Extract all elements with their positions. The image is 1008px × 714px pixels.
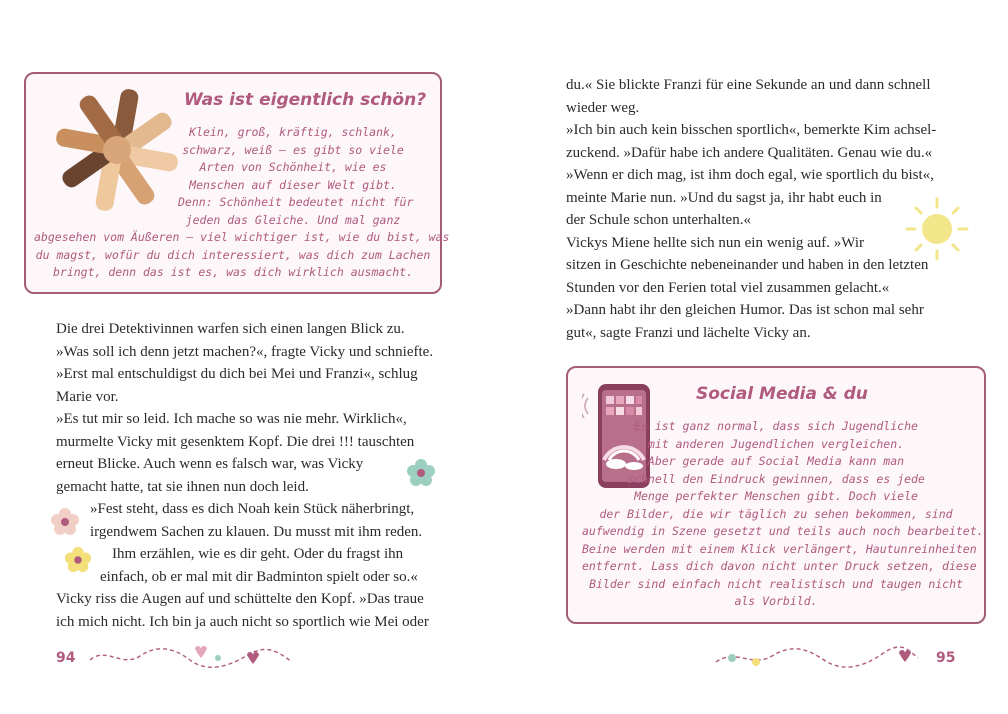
infobox-line: schwarz, weiß – es gibt so viele	[182, 142, 404, 157]
text-line: meinte Marie nun. »Und du sagst ja, ihr habt euch in	[566, 189, 882, 206]
infobox-line: Es ist ganz normal, dass sich Jugendliche	[634, 419, 918, 433]
text-line: Vickys Miene hellte sich nun ein wenig auf. »Wir	[566, 234, 865, 251]
infobox-line: Beine werden mit einem Klick verlängert, Hautunreinheiten	[582, 541, 977, 556]
text-line: Vicky riss die Augen auf und schüttelte den Kopf. »Das traue	[56, 591, 424, 607]
decorative-flourish	[86, 640, 296, 674]
text-line: »Fest steht, dass es dich Noah kein Stück näherbringt,	[90, 501, 415, 517]
infobox-line: aufwendig in Szene gesetzt und teils auch noch bearbeitet.	[582, 524, 984, 538]
infobox-line: Klein, groß, kräftig, schlank,	[189, 125, 397, 139]
text-line: murmelte Vicky mit gesenktem Kopf. Die drei !!! tauschten	[56, 433, 415, 450]
infobox-line: Aber gerade auf Social Media kann man	[647, 454, 905, 468]
text-line: gemacht hatte, tat sie ihnen nun doch leid.	[56, 478, 309, 495]
infobox-social-media	[566, 366, 986, 624]
infobox-title: Social Media & du	[696, 384, 868, 404]
body-text-left-d	[56, 588, 442, 633]
text-line: Stunden vor den Ferien total viel zusammen gelacht.«	[566, 279, 890, 296]
flower-icon	[406, 458, 436, 488]
infobox-line: Menge perfekter Menschen gibt. Doch viele	[634, 489, 918, 503]
right-page	[504, 0, 1008, 714]
stacked-hands-icon	[38, 82, 196, 212]
text-line: »Es tut mir so leid. Ich mache so was nie mehr. Wirklich«,	[56, 411, 407, 427]
text-line: »Erst mal entschuldigst du dich bei Mei und Franzi«, schlug	[56, 366, 418, 382]
text-line: Marie vor.	[56, 388, 119, 405]
infobox-line: der Bilder, die wir täglich zu sehen bekommen, sind	[599, 506, 953, 521]
text-line: du.« Sie blickte Franzi für eine Sekunde an und dann schnell	[566, 77, 931, 93]
infobox-line: bringt, denn das ist es, was dich wirklich ausmacht.	[52, 265, 414, 279]
text-line: »Wenn er dich mag, ist ihm doch egal, wie sportlich du bist«,	[566, 167, 934, 183]
body-text-left-b	[90, 498, 442, 543]
infobox-line: abgesehen vom Äußeren – viel wichtiger ist, wie du bist, was	[34, 230, 450, 244]
infobox-line: jeden das Gleiche. Und mal ganz	[185, 212, 401, 227]
text-line: einfach, ob er mal mit dir Badminton spielt oder so.«	[100, 568, 418, 585]
infobox-title: Was ist eigentlich schön?	[184, 90, 427, 110]
sun-icon	[904, 196, 970, 262]
body-text-left-a	[56, 318, 442, 498]
infobox-beauty	[24, 72, 450, 294]
text-line: Die drei Detektivinnen warfen sich einen langen Blick zu.	[56, 321, 405, 337]
infobox-line: als Vorbild.	[734, 594, 818, 608]
infobox-line: du magst, wofür du dich interessiert, was dich zum Lachen	[35, 247, 431, 262]
text-line: gut«, sagte Franzi und lächelte Vicky an.	[566, 324, 811, 341]
page-number: 95	[936, 650, 956, 666]
body-text-right-a	[566, 74, 950, 344]
flower-icon	[50, 507, 80, 537]
page-number: 94	[56, 650, 76, 666]
text-line: erneut Blicke. Auch wenn es falsch war, was Vicky	[56, 456, 364, 472]
infobox-text-upper	[178, 124, 414, 229]
text-line: sitzen in Geschichte nebeneinander und haben in den letzten	[566, 257, 929, 273]
text-line: »Dann habt ihr den gleichen Humor. Das ist schon mal sehr	[566, 302, 924, 318]
infobox-line: mit anderen Jugendlichen vergleichen.	[647, 436, 905, 451]
infobox-line: Arten von Schönheit, wie es	[199, 160, 387, 174]
infobox-text	[582, 418, 984, 611]
infobox-text-lower	[34, 229, 450, 282]
text-line: Ihm erzählen, wie es dir geht. Oder du fragst ihn	[112, 546, 404, 562]
text-line: irgendwem Sachen zu klauen. Du musst mit ihm reden.	[90, 523, 423, 540]
text-line: zuckend. »Dafür habe ich andere Qualitäten. Genau wie du.«	[566, 144, 933, 161]
infobox-line: schnell den Eindruck gewinnen, dass es jede	[627, 471, 925, 486]
decorative-flourish	[712, 640, 922, 674]
text-line: wieder weg.	[566, 99, 640, 116]
infobox-line: Denn: Schönheit bedeutet nicht für	[178, 195, 414, 209]
text-line: der Schule schon unterhalten.«	[566, 212, 751, 228]
text-line: »Was soll ich denn jetzt machen?«, fragte Vicky und schniefte.	[56, 343, 434, 360]
infobox-line: Menschen auf dieser Welt gibt.	[189, 177, 397, 192]
flower-icon	[64, 546, 92, 574]
text-line: »Ich bin auch kein bisschen sportlich«, bemerkte Kim achsel-	[566, 122, 937, 138]
text-line: ich mich nicht. Ich bin ja auch nicht so sportlich wie Mei oder	[56, 613, 429, 630]
infobox-line: Bilder sind einfach nicht realistisch und taugen nicht	[589, 576, 963, 591]
body-text-left-c	[100, 543, 442, 588]
infobox-line: entfernt. Lass dich davon nicht unter Druck setzen, diese	[582, 559, 977, 573]
